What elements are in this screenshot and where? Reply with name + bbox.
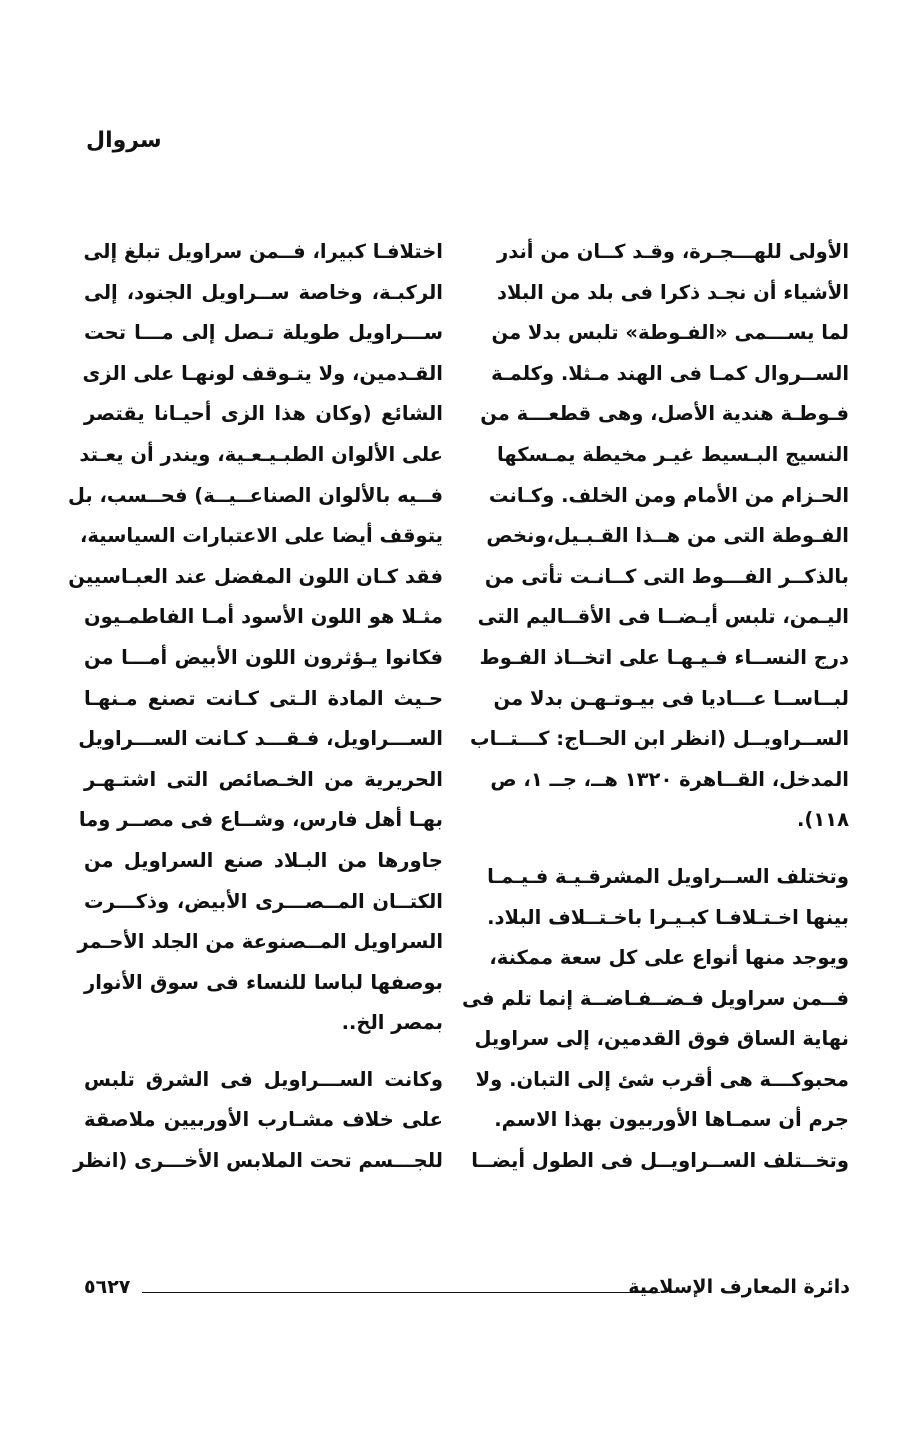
text-line: الشائع (وكان هذا الزى أحيـانا يقتصر xyxy=(84,402,443,426)
text-line: الحريرية من الخـصائص التى اشتـهـر xyxy=(84,767,443,791)
text-line: وتختلف الســراويل المشرقـيـة فـيـمـا xyxy=(487,864,849,888)
text-line: ١١٨). xyxy=(796,808,849,832)
footer-title: دائرة المعارف الإسلامية xyxy=(628,1276,850,1298)
text-line: بينها اخـتـلافـا كبـيـرا باخـتــلاف البلاد. xyxy=(487,905,849,929)
paragraph xyxy=(67,232,443,1044)
text-line: الحـزام من الأمام ومن الخلف. وكـانت xyxy=(488,483,849,507)
running-head: سروال xyxy=(86,128,162,153)
text-line: المدخل، القــاهرة ١٣٢٠ هــ، جــ ١، ص xyxy=(490,767,849,791)
text-line: فــيه بالألوان الصناعــيــة) فحــسب، بل xyxy=(67,483,443,507)
text-line: الركبـة، وخاصة ســراويل الجنود، إلى xyxy=(84,280,443,304)
text-line: مثـلا هو اللون الأسود أمـا الفاطمـيون xyxy=(84,605,443,629)
text-line: السراويل المــصنوعة من الجلد الأحـمر xyxy=(77,930,443,954)
text-line: فكانوا يـؤثرون اللون الأبيض أمـــا من xyxy=(84,645,443,669)
text-line: حـيث المادة الـتى كـانت تصنع مـنهـا xyxy=(84,686,443,710)
text-line: جاورها من البـلاد صنع السراويل من xyxy=(84,848,443,872)
text-line: فـوطـة هندية الأصل، وهى قطعـــة من xyxy=(480,402,849,426)
text-line: الفـوطة التى من هــذا القـبـيل،ونخص xyxy=(486,524,849,548)
text-line: لما يســـمى «الفـوطة» تلبس بدلا من xyxy=(491,321,849,345)
text-line: بالذكــر الفـــوط التى كــانـت تأتى من xyxy=(484,564,849,588)
text-line: محبوكـــة هى أقرب شئ إلى التبان. ولا xyxy=(475,1067,849,1091)
text-line: الســراويــل (انظر ابن الحــاج: كـــتــاب xyxy=(469,727,849,751)
text-line: الكتــان المــصـــرى الأبيض، وذكـــرت xyxy=(84,889,443,913)
text-line: فقد كـان اللون المفضل عند العبـاسيين xyxy=(68,564,443,588)
text-line: اليـمن، تلبس أيـضــا فى الأقــاليم التى xyxy=(477,605,849,629)
text-line: بهـا أهل فارس، وشــاع فى مصــر وما xyxy=(78,808,443,832)
text-line: الأولى للهـــجـرة، وقـد كــان من أندر xyxy=(497,240,849,263)
text-line: الأشياء أن نجـد ذكرا فى بلد من البلاد xyxy=(497,280,849,304)
text-line: فــمن سراويل فـضــفـاضــة إنما تلم فى xyxy=(462,986,849,1010)
text-line: بوصفها لباسا للنساء فى سوق الأنوار xyxy=(84,970,443,994)
text-line: الســـراويل، فـقـــد كـانت الســـراويل xyxy=(78,727,443,751)
text-line: ويوجد منها أنواع على كل سعة ممكنة، xyxy=(489,946,849,970)
text-line: على خلاف مشـارب الأوربيين ملاصقة xyxy=(84,1108,443,1132)
text-line: اختلافـا كبيرا، فــمن سراويل تبلغ إلى xyxy=(83,240,443,263)
text-line: لبــاســا عـــاديا فى بيـوتـهـن بدلا من xyxy=(493,686,849,710)
page-footer xyxy=(84,1276,850,1306)
right-column xyxy=(462,232,849,1182)
paragraph xyxy=(73,1060,443,1182)
paragraph xyxy=(469,232,849,841)
text-line: الســروال كمـا فى الهند مـثلا. وكلمـة xyxy=(491,361,849,385)
text-line: ســـراويل طويلة تـصل إلى مـــا تحت xyxy=(84,321,443,345)
text-line: نهاية الساق فوق القدمين، إلى سراويل xyxy=(474,1027,849,1051)
text-line: القـدمين، ولا يتـوقف لونهـا على الزى xyxy=(82,361,443,385)
text-line: وتخــتلف الســراويــل فى الطول أيضــا xyxy=(471,1149,849,1173)
text-line: للجـــسم تحت الملابس الأخـــرى (انظر xyxy=(73,1149,443,1173)
footer-rule xyxy=(142,1292,660,1293)
text-line: يتوقف أيضا على الاعتبارات السياسية، xyxy=(80,524,443,548)
paragraph xyxy=(462,857,849,1182)
text-line: على الألوان الطبـيـعـية، ويندر أن يعـتد xyxy=(79,442,443,466)
text-line: وكانت الســـراويل فى الشرق تلبس xyxy=(84,1067,443,1091)
text-line: النسيج البـسيط غيـر مخيطة يمـسكها xyxy=(497,442,849,466)
text-line: درج النســاء فـيـهـا على اتخــاذ الفـوط xyxy=(479,645,849,669)
left-column xyxy=(67,232,443,1182)
text-line: بمصر الخ.. xyxy=(341,1011,443,1035)
text-line: جرم أن سمـاها الأوربيون بهذا الاسم. xyxy=(494,1108,849,1132)
page-number: ٥٦٢٧ xyxy=(84,1276,131,1298)
